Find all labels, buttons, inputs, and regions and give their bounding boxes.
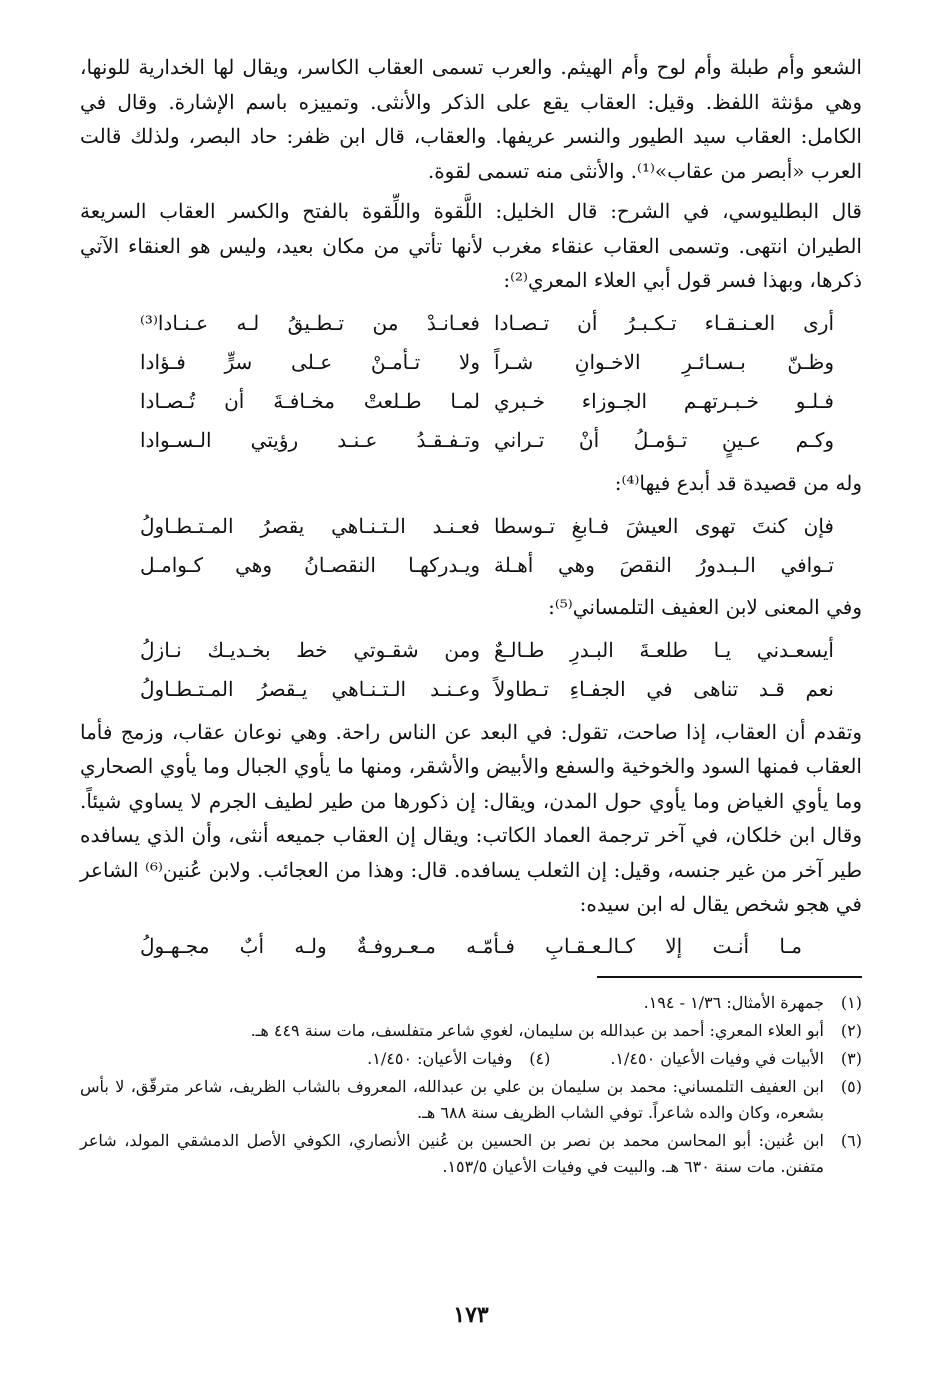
verse <box>80 421 862 460</box>
footnote-number: (٣) <box>840 1048 862 1068</box>
footnotes <box>80 990 862 1180</box>
footnote-text: جمهرة الأمثال: ١/٣٦ - ١٩٤. <box>643 992 824 1012</box>
verse-second-hemistich: وتـفـقـدُ عـنـد رؤيتي الـسـوادا <box>140 428 480 452</box>
verse-first-hemistich: أرى العـنـقـاء تـكـبـرُ أن تـصـادا <box>494 311 834 335</box>
verse-first-hemistich: أيسعـدني يـا طلعـةَ البـدرِ طـالـعٌ <box>494 638 834 662</box>
footnote-text: الأبيات في وفيات الأعيان ١/٤٥٠. <box>610 1048 824 1068</box>
verse-first-hemistich: نعم قـد تناهى في الجفـاءِ تـطاولاً <box>494 677 834 701</box>
footnote-text: أبو العلاء المعري: أحمد بن عبدالله بن سليمان، لغوي شاعر متفلسف، مات سنة ٤٤٩ هـ. <box>250 1020 824 1040</box>
footnote <box>80 1018 862 1044</box>
footnote-number: (٦) <box>840 1130 862 1150</box>
verse-second-hemistich: ولا تـأمـنْ عـلى سرٍّ فـؤادا <box>140 350 480 374</box>
page-body <box>80 50 862 1182</box>
final-verse: مـا أنـت إلا كـالـعـقـابِ فـأمّـه مـعـروفـةٌ ولـه أبٌ مجـهـولُ <box>140 933 802 958</box>
footnote-number: (٥) <box>840 1076 862 1096</box>
verse-second-hemistich: ويـدركهـا النقصـانُ وهي كـوامـل <box>140 552 480 577</box>
paragraph-4: وفي المعنى لابن العفيف التلمساني⁽⁵⁾: <box>548 595 862 619</box>
verse-second-hemistich: ومن شقـوتي خط بخـديـك نـازلُ <box>140 638 480 662</box>
paragraph-2: قال البطليوسي، في الشرح: قال الخليل: اللَّقوة واللِّقوة بالفتح والكسر العقاب السريعة الطيران انتهى. وتسمى العقاب عنقاء مغرب لأنها تأتي من مكان بعيد، وليس هو العنقاء الآتي ذكرها، وبهذا فسر قول أبي العلاء المعري⁽²⁾: <box>80 199 862 292</box>
footnote-text: ابن عُنين: أبو المحاسن محمد بن نصر بن الحسين بن عُنين الأنصاري، الكوفي الأصل الدمشقي المولد، شاعر متفنن. مات سنة ٦٣٠ هـ. والبيت في وفيات الأعيان ١٥٣/٥. <box>80 1130 824 1176</box>
footnote-text: ابن العفيف التلمساني: محمد بن سليمان بن علي بن عبدالله، المعروف بالشاب الظريف، شاعر مترقّق، لا بأس بشعره، وكان والده شاعراً. توفي الشاب الظريف سنة ٦٨٨ هـ. <box>80 1076 824 1122</box>
verse <box>80 382 862 421</box>
footnote <box>80 1074 862 1126</box>
paragraph-5: وتقدم أن العقاب، إذا صاحت، تقول: في البعد عن الناس راحة. وهي نوعان عقاب، وزمج فأما العقاب فمنها السود والخوخية والسفع والأبيض والأشقر، ومنها ما يأوي الجبال وما يأوي الصحاري وما يأوي الغياض وما يأوي حول المدن، ويقال: إن ذكورها من طير لطيف الجرم لا يساوي شيئاً. وقال ابن خلكان، في آخر ترجمة العماد الكاتب: ويقال إن العقاب جميعه أنثى، وأن الذي يسافده طير آخر من غير جنسه، وقيل: إن الثعلب يسافده. قال: وهذا من العجائب. ولابن عُنين⁽⁶⁾ الشاعر في هجو شخص يقال له ابن سيده: <box>80 719 863 916</box>
footnote-number: (١) <box>840 992 862 1012</box>
verse-second-hemistich: فعـنـد الـتـنـاهي يقصرُ المـتـطـاولُ <box>140 513 480 538</box>
verse-second-hemistich: لمـا طـلعتْ مخـافـةَ أن تُـصـادا <box>140 389 480 413</box>
verse <box>80 631 862 670</box>
verse <box>80 343 862 382</box>
paragraph-1: الشعو وأم طبلة وأم لوح وأم الهيثم. والعرب تسمى العقاب الكاسر، ويقال لها الخدارية للونها، وهي مؤنثة اللفظ. وقيل: العقاب يقع على الذكر والأنثى. وتمييزه باسم الإشارة. وقال في الكامل: العقاب سيد الطيور والنسر عريفها. والعقاب، قال ابن ظفر: حاد البصر، ولذلك قالت العرب «أبصر من عقاب»⁽¹⁾. والأنثى منه تسمى لقوة. <box>80 55 862 183</box>
verse <box>80 545 862 584</box>
verse-first-hemistich: وظـنّ بـسـائـرِ الاخـوانِ شـراً <box>494 350 834 374</box>
footnote <box>80 990 862 1016</box>
verse <box>80 304 862 343</box>
footnote-text: وفيات الأعيان: ١/٤٥٠. <box>367 1048 513 1068</box>
verse <box>80 670 862 709</box>
verse-first-hemistich: فـلـو خـبـرتهـم الجـوزاء خـبري <box>494 389 834 413</box>
footnote-separator <box>80 976 862 990</box>
footnote <box>80 1046 862 1072</box>
verse-first-hemistich: تـوافي الـبـدورُ النقصَ وهي أهـلة <box>494 552 834 577</box>
paragraph-3: وله من قصيدة قد أبدع فيها⁽⁴⁾: <box>614 470 862 495</box>
poem-tilimsani <box>80 631 862 709</box>
verse-first-hemistich: فإن كنتَ تهوى العيشَ فـابغِ تـوسطا <box>494 513 834 538</box>
page-number: ١٧٣ <box>453 1302 489 1328</box>
poem-abu-alala <box>80 304 862 460</box>
verse-second-hemistich: فعـانـدْ من تـطـيقُ لـه عـنـادا⁽³⁾ <box>140 311 480 335</box>
poem-qasida <box>80 506 862 584</box>
footnote-number: (٢) <box>840 1020 862 1040</box>
footnote <box>80 1128 862 1180</box>
footnote-number: (٤) <box>529 1048 551 1068</box>
footnote-rule <box>597 976 862 978</box>
verse <box>80 506 862 545</box>
verse-first-hemistich: وكـم عـينٍ تـؤمـلُ أنْ تـراني <box>494 428 834 452</box>
verse-second-hemistich: وعـنـد الـتـنـاهي يـقصرُ المـتـطـاولُ <box>140 677 480 701</box>
